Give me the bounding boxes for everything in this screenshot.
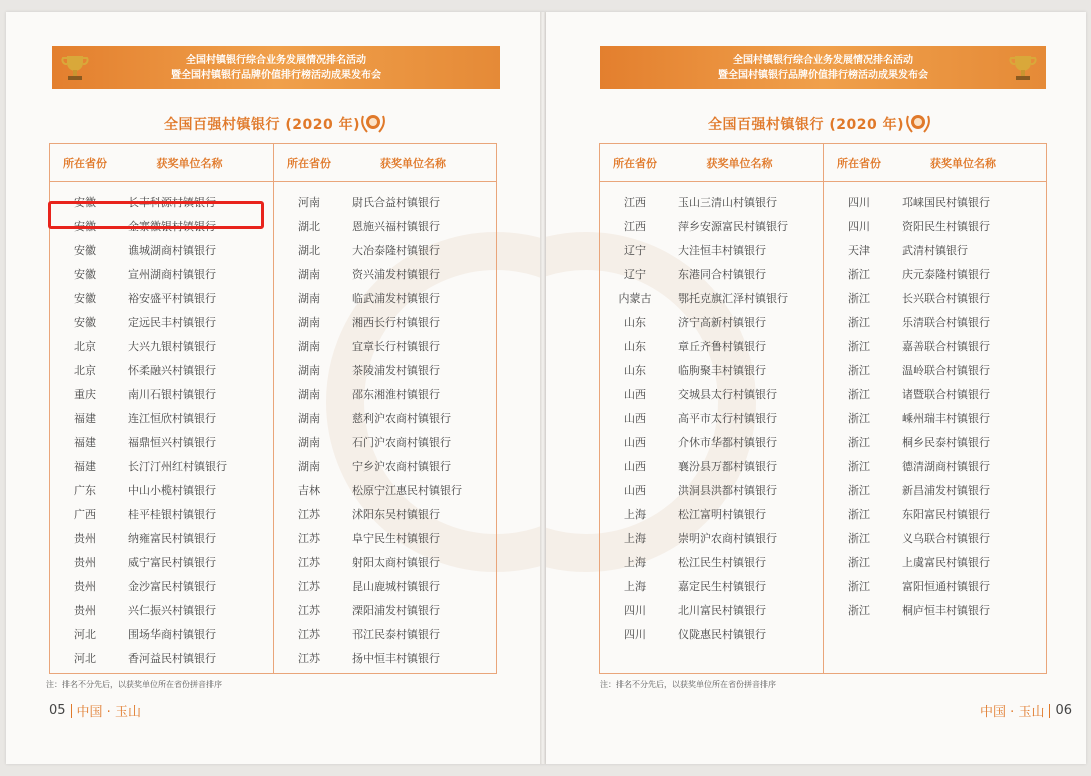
bank-name-cell: 石门沪农商村镇银行 [352,436,451,449]
table-row [600,310,823,334]
trophy-icon [1006,51,1040,85]
province-cell: 浙江 [848,556,870,569]
bank-name-cell: 德清湖商村镇银行 [902,460,990,473]
bank-name-cell: 义乌联合村镇银行 [902,532,990,545]
province-cell: 安徽 [74,292,96,305]
province-cell: 安徽 [74,244,96,257]
table-row [50,478,273,502]
header-bank: 获奖单位名称 [706,156,773,170]
footer-brand: 中国 · 玉山 [980,705,1045,720]
ranking-table-right [599,143,1047,674]
bank-name-cell: 嵊州瑞丰村镇银行 [902,412,990,425]
bank-name-cell: 南川石银村镇银行 [128,388,216,401]
rows [600,182,823,646]
footnote: 注：排名不分先后，以获奖单位所在省份拼音排序 [600,680,776,689]
bank-name-cell: 福鼎恒兴村镇银行 [128,436,216,449]
table-row [274,454,496,478]
bank-name-cell: 扬中恒丰村镇银行 [352,652,440,665]
table-row [274,598,496,622]
table-row [824,502,1046,526]
province-cell: 吉林 [298,484,320,497]
bank-name-cell: 威宁富民村镇银行 [128,556,216,569]
table-row [824,310,1046,334]
table-header [824,144,1046,182]
bank-name-cell: 谯城湖商村镇银行 [128,244,216,257]
bank-name-cell: 介休市华都村镇银行 [678,436,777,449]
province-cell: 江苏 [298,508,320,521]
header-province: 所在省份 [837,156,881,170]
table-row [600,262,823,286]
bank-name-cell: 临武浦发村镇银行 [352,292,440,305]
province-cell: 湖北 [298,244,320,257]
bank-name-cell: 新昌浦发村镇银行 [902,484,990,497]
bank-name-cell: 香河益民村镇银行 [128,652,216,665]
bank-name-cell: 东阳富民村镇银行 [902,508,990,521]
province-cell: 内蒙古 [618,292,652,305]
province-cell: 江苏 [298,652,320,665]
bank-name-cell: 庆元泰隆村镇银行 [902,268,990,281]
bank-name-cell: 桐庐恒丰村镇银行 [902,604,990,617]
event-banner [600,46,1046,89]
table-column-2 [823,144,1046,673]
table-row [274,646,496,670]
bank-name-cell: 桂平桂银村镇银行 [128,508,216,521]
header-bank: 获奖单位名称 [380,156,446,170]
bank-name-cell: 宜章长行村镇银行 [352,340,440,353]
table-row [600,478,823,502]
province-cell: 福建 [74,436,96,449]
bank-name-cell: 襄汾县万都村镇银行 [678,460,777,473]
banner-line-2: 暨全国村镇银行品牌价值排行榜活动成果发布会 [718,70,928,81]
province-cell: 浙江 [848,580,870,593]
bank-name-cell: 高平市太行村镇银行 [678,412,777,425]
province-cell: 湖北 [298,220,320,233]
bank-name-cell: 恩施兴福村镇银行 [352,220,440,233]
table-row [274,478,496,502]
table-row [274,502,496,526]
province-cell: 上海 [624,580,646,593]
province-cell: 江苏 [298,628,320,641]
table-row [50,574,273,598]
bank-name-cell: 大冶泰隆村镇银行 [352,244,440,257]
table-row [600,550,823,574]
table-header [274,144,496,182]
table-row [50,502,273,526]
province-cell: 湖南 [298,364,320,377]
table-row [274,214,496,238]
bank-name-cell: 阜宁民生村镇银行 [352,532,440,545]
table-row [600,406,823,430]
table-row [274,334,496,358]
province-cell: 浙江 [848,412,870,425]
table-row [824,358,1046,382]
banner-line-1: 全国村镇银行综合业务发展情况排名活动 [186,55,366,66]
table-row [50,286,273,310]
header-province: 所在省份 [287,156,331,170]
table-row [824,190,1046,214]
province-cell: 山西 [624,388,646,401]
header-bank: 获奖单位名称 [156,156,223,170]
province-cell: 湖南 [298,412,320,425]
table-row [600,502,823,526]
province-cell: 浙江 [848,484,870,497]
province-cell: 浙江 [848,388,870,401]
province-cell: 安徽 [74,268,96,281]
province-cell: 浙江 [848,460,870,473]
bank-name-cell: 昆山鹿城村镇银行 [352,580,440,593]
province-cell: 浙江 [848,508,870,521]
table-row [50,358,273,382]
bank-name-cell: 宣州湖商村镇银行 [128,268,216,281]
bank-name-cell: 怀柔融兴村镇银行 [128,364,216,377]
province-cell: 贵州 [74,580,96,593]
province-cell: 山东 [624,316,646,329]
table-row [274,382,496,406]
province-cell: 山西 [624,484,646,497]
bank-name-cell: 崇明沪农商村镇银行 [678,532,777,545]
table-row [600,526,823,550]
province-cell: 山西 [624,412,646,425]
province-cell: 浙江 [848,292,870,305]
province-cell: 广东 [74,484,96,497]
table-row [824,550,1046,574]
page-number: 05 [49,703,66,718]
table-row [824,430,1046,454]
bank-name-cell: 尉氏合益村镇银行 [352,196,440,209]
bank-name-cell: 桐乡民泰村镇银行 [902,436,990,449]
trophy-icon [58,51,92,85]
province-cell: 福建 [74,412,96,425]
table-row [50,334,273,358]
province-cell: 上海 [624,532,646,545]
bank-name-cell: 萍乡安源富民村镇银行 [678,220,788,233]
province-cell: 湖南 [298,340,320,353]
bank-name-cell: 长汀汀州红村镇银行 [128,460,227,473]
table-row [50,310,273,334]
bank-name-cell: 章丘齐鲁村镇银行 [678,340,766,353]
table-row [274,430,496,454]
bank-name-cell: 乐清联合村镇银行 [902,316,990,329]
page-footer [980,701,1072,720]
footnote: 注：排名不分先后，以获奖单位所在省份拼音排序 [46,680,222,689]
bank-name-cell: 富阳恒通村镇银行 [902,580,990,593]
province-cell: 重庆 [74,388,96,401]
bank-name-cell: 宁乡沪农商村镇银行 [352,460,451,473]
province-cell: 北京 [74,340,96,353]
bank-name-cell: 长丰科源村镇银行 [128,196,216,209]
province-cell: 浙江 [848,364,870,377]
footer-brand: 中国 · 玉山 [76,705,141,720]
header-province: 所在省份 [63,156,107,170]
section-title: 全国百强村镇银行 (2020 年) [708,117,905,133]
medal-icon [904,110,932,136]
province-cell: 湖南 [298,436,320,449]
table-column-2 [273,144,496,673]
banner-line-2: 暨全国村镇银行品牌价值排行榜活动成果发布会 [171,70,381,81]
province-cell: 贵州 [74,604,96,617]
bank-name-cell: 大兴九银村镇银行 [128,340,216,353]
bank-name-cell: 玉山三清山村镇银行 [678,196,777,209]
bank-name-cell: 邛崃国民村镇银行 [902,196,990,209]
header-bank: 获奖单位名称 [930,156,996,170]
province-cell: 江西 [624,220,646,233]
banner-line-1: 全国村镇银行综合业务发展情况排名活动 [733,55,913,66]
province-cell: 安徽 [74,316,96,329]
table-row [824,454,1046,478]
bank-name-cell: 东港同合村镇银行 [678,268,766,281]
table-row [274,574,496,598]
bank-name-cell: 济宁高新村镇银行 [678,316,766,329]
province-cell: 安徽 [74,196,96,209]
table-row [824,574,1046,598]
rows [274,182,496,670]
bank-name-cell: 松江民生村镇银行 [678,556,766,569]
table-row [824,238,1046,262]
bank-name-cell: 连江恒欣村镇银行 [128,412,216,425]
bank-name-cell: 资阳民生村镇银行 [902,220,990,233]
table-row [50,598,273,622]
province-cell: 天津 [848,244,870,257]
bank-name-cell: 溧阳浦发村镇银行 [352,604,440,617]
table-row [600,598,823,622]
table-row [824,334,1046,358]
province-cell: 四川 [848,196,870,209]
table-row [274,286,496,310]
table-row [274,238,496,262]
table-row [600,574,823,598]
bank-name-cell: 邗江民泰村镇银行 [352,628,440,641]
medal-icon [359,110,387,136]
table-row [274,190,496,214]
table-row [50,406,273,430]
highlight-box [48,201,264,229]
table-row [274,550,496,574]
table-header [600,144,823,182]
province-cell: 湖南 [298,316,320,329]
bank-name-cell: 围场华商村镇银行 [128,628,216,641]
event-banner [52,46,500,89]
province-cell: 浙江 [848,316,870,329]
province-cell: 辽宁 [624,268,646,281]
province-cell: 四川 [848,220,870,233]
table-row [50,382,273,406]
table-row [824,406,1046,430]
province-cell: 浙江 [848,268,870,281]
bank-name-cell: 松江富明村镇银行 [678,508,766,521]
province-cell: 四川 [624,604,646,617]
table-row [274,262,496,286]
bank-name-cell: 北川富民村镇银行 [678,604,766,617]
province-cell: 贵州 [74,532,96,545]
table-row [600,430,823,454]
table-row [274,406,496,430]
bank-name-cell: 仪陇惠民村镇银行 [678,628,766,641]
province-cell: 江苏 [298,532,320,545]
table-row [274,622,496,646]
province-cell: 贵州 [74,556,96,569]
page-number: 06 [1055,703,1072,718]
table-row [274,358,496,382]
bank-name-cell: 中山小榄村镇银行 [128,484,216,497]
bank-name-cell: 长兴联合村镇银行 [902,292,990,305]
bank-name-cell: 邵东湘淮村镇银行 [352,388,440,401]
province-cell: 湖南 [298,388,320,401]
province-cell: 山东 [624,340,646,353]
table-row [824,478,1046,502]
province-cell: 浙江 [848,532,870,545]
table-row [50,646,273,670]
table-row [600,334,823,358]
province-cell: 四川 [624,628,646,641]
bank-name-cell: 茶陵浦发村镇银行 [352,364,440,377]
province-cell: 福建 [74,460,96,473]
section-title: 全国百强村镇银行 (2020 年) [164,117,361,133]
table-row [824,526,1046,550]
province-cell: 安徽 [74,220,96,233]
table-row [50,526,273,550]
province-cell: 江苏 [298,580,320,593]
table-row [824,262,1046,286]
province-cell: 山西 [624,436,646,449]
bank-name-cell: 金寨徽银村镇银行 [128,220,216,233]
province-cell: 浙江 [848,604,870,617]
table-row [824,286,1046,310]
bank-name-cell: 嘉善联合村镇银行 [902,340,990,353]
province-cell: 广西 [74,508,96,521]
table-row [50,622,273,646]
table-column-1 [600,144,823,673]
table-row [600,190,823,214]
bank-name-cell: 上虞富民村镇银行 [902,556,990,569]
table-row [50,262,273,286]
table-row [600,454,823,478]
province-cell: 浙江 [848,436,870,449]
province-cell: 辽宁 [624,244,646,257]
bank-name-cell: 裕安盛平村镇银行 [128,292,216,305]
bank-name-cell: 金沙富民村镇银行 [128,580,216,593]
bank-name-cell: 交城县太行村镇银行 [678,388,777,401]
province-cell: 浙江 [848,340,870,353]
province-cell: 江西 [624,196,646,209]
province-cell: 上海 [624,508,646,521]
footer-divider [1049,704,1050,718]
left-page [6,12,546,764]
province-cell: 河北 [74,628,96,641]
table-row [600,214,823,238]
bank-name-cell: 大洼恒丰村镇银行 [678,244,766,257]
province-cell: 江苏 [298,604,320,617]
bank-name-cell: 临朐聚丰村镇银行 [678,364,766,377]
bank-name-cell: 嘉定民生村镇银行 [678,580,766,593]
province-cell: 北京 [74,364,96,377]
bank-name-cell: 鄂托克旗汇泽村镇银行 [678,292,788,305]
province-cell: 山东 [624,364,646,377]
bank-name-cell: 纳雍富民村镇银行 [128,532,216,545]
bank-name-cell: 兴仁振兴村镇银行 [128,604,216,617]
province-cell: 湖南 [298,460,320,473]
table-row [600,382,823,406]
table-row [274,310,496,334]
bank-name-cell: 武清村镇银行 [902,244,968,257]
bank-name-cell: 慈利沪农商村镇银行 [352,412,451,425]
bank-name-cell: 定远民丰村镇银行 [128,316,216,329]
table-row [824,598,1046,622]
bank-name-cell: 射阳太商村镇银行 [352,556,440,569]
table-row [274,526,496,550]
table-row [600,358,823,382]
bank-name-cell: 诸暨联合村镇银行 [902,388,990,401]
rows [50,182,273,670]
table-row [600,286,823,310]
bank-name-cell: 松原宁江惠民村镇银行 [352,484,462,497]
province-cell: 湖南 [298,292,320,305]
province-cell: 河南 [298,196,320,209]
province-cell: 上海 [624,556,646,569]
table-row [600,238,823,262]
table-row [50,238,273,262]
bank-name-cell: 沭阳东吴村镇银行 [352,508,440,521]
bank-name-cell: 温岭联合村镇银行 [902,364,990,377]
province-cell: 湖南 [298,268,320,281]
table-row [824,214,1046,238]
header-province: 所在省份 [613,156,657,170]
table-row [50,550,273,574]
table-row [824,382,1046,406]
table-row [50,454,273,478]
province-cell: 河北 [74,652,96,665]
rows [824,182,1046,622]
footer-divider [71,704,72,718]
page-footer [49,701,141,720]
province-cell: 江苏 [298,556,320,569]
right-page [546,12,1086,764]
bank-name-cell: 资兴浦发村镇银行 [352,268,440,281]
bank-name-cell: 湘西长行村镇银行 [352,316,440,329]
table-row [600,622,823,646]
bank-name-cell: 洪洞县洪都村镇银行 [678,484,777,497]
province-cell: 山西 [624,460,646,473]
table-row [50,430,273,454]
table-header [50,144,273,182]
